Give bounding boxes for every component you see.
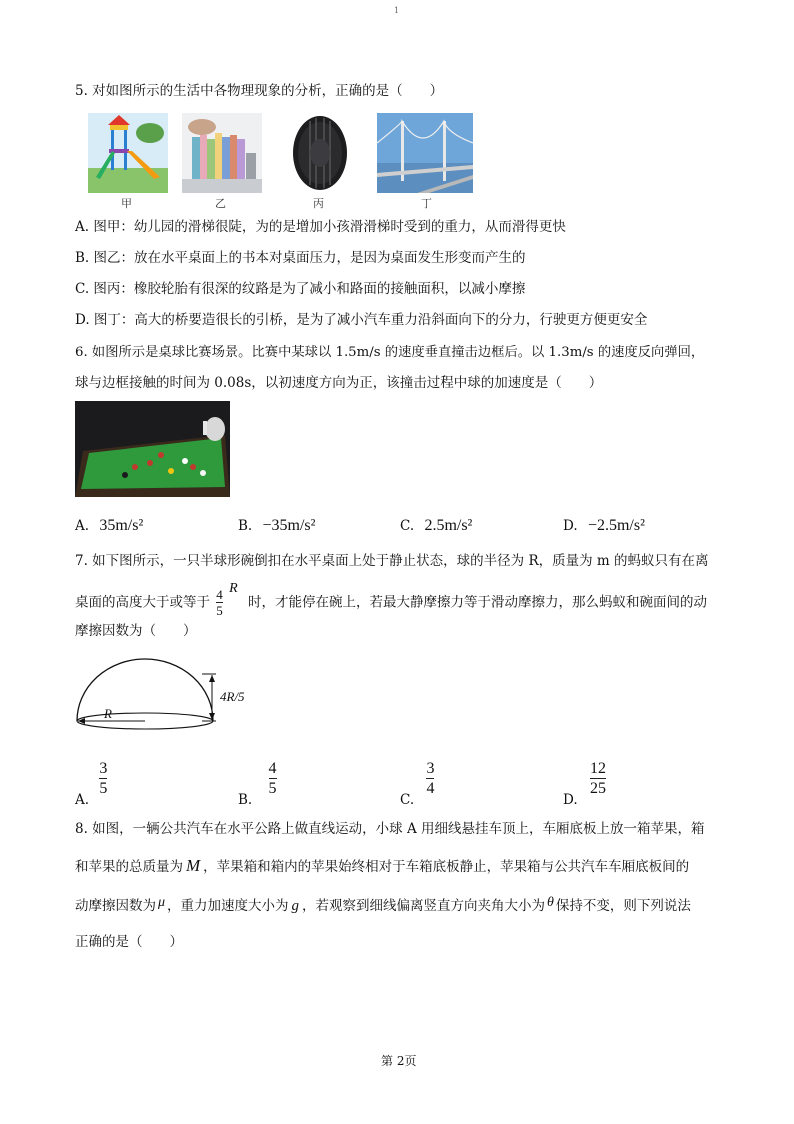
q7-option-d bbox=[563, 760, 606, 808]
q5-option-c: C. 图丙：橡胶轮胎有很深的纹路是为了减小和路面的接触面积，以减小摩擦 bbox=[75, 281, 526, 297]
q8-line3-a: 动摩擦因数为 bbox=[75, 898, 156, 914]
hemisphere-height-label: 4R/5 bbox=[220, 689, 245, 704]
q7-option-b-den: 5 bbox=[268, 780, 277, 797]
q8-line3-d: 保持不变，则下列说法 bbox=[555, 898, 691, 914]
q5-stem: 5. 对如图所示的生活中各物理现象的分析，正确的是（ ） bbox=[75, 83, 444, 99]
q8-symbol-g: g bbox=[291, 898, 300, 914]
q7-stem-line1: 7. 如下图所示，一只半球形碗倒扣在水平桌面上处于静止状态，球的半径为 R，质量为 m 的蚂蚁只有在离 bbox=[75, 553, 709, 569]
q7-option-b-letter: B. bbox=[238, 792, 253, 808]
tire-image bbox=[280, 113, 360, 193]
q7-option-c-letter: C. bbox=[400, 792, 415, 808]
q7-option-b bbox=[238, 760, 277, 808]
q8-symbol-theta: θ bbox=[547, 895, 554, 910]
billiards-image bbox=[75, 401, 230, 497]
caption-ding: 丁 bbox=[421, 197, 432, 210]
q7-fraction-var: R bbox=[229, 581, 238, 596]
q6-option-c bbox=[400, 517, 472, 535]
q6-option-a-letter: A. bbox=[75, 518, 90, 534]
q7-option-a-letter: A. bbox=[75, 792, 90, 808]
q8-line1: 8. 如图，一辆公共汽车在水平公路上做直线运动，小球 A 用细线悬挂车顶上，车厢底板上放一箱苹果，箱 bbox=[75, 821, 705, 837]
q6-stem-line2: 球与边框接触的时间为 0.08s，以初速度方向为正，该撞击过程中球的加速度是（ ） bbox=[75, 375, 603, 391]
q6-option-c-letter: C. bbox=[400, 518, 415, 534]
q6-option-d-value: −2.5m/s² bbox=[587, 517, 645, 534]
q6-option-d bbox=[563, 517, 645, 535]
q8-line3 bbox=[75, 894, 691, 915]
q7-option-c bbox=[400, 760, 434, 808]
hemisphere-diagram bbox=[72, 655, 262, 737]
q7-option-a-frac bbox=[99, 760, 107, 797]
q7-option-b-frac bbox=[269, 760, 277, 797]
caption-jia: 甲 bbox=[121, 197, 132, 210]
q7-stem-line3: 摩擦因数为（ ） bbox=[75, 623, 197, 639]
header-mark: 1 bbox=[394, 6, 400, 15]
q7-fraction-num: 4 bbox=[216, 587, 223, 602]
q7-stem-line2-pre: 桌面的高度大于或等于 bbox=[75, 594, 210, 611]
q7-option-c-num: 3 bbox=[426, 760, 435, 777]
q8-line2-pre: 和苹果的总质量为 bbox=[75, 859, 183, 875]
bridge-image bbox=[377, 113, 473, 193]
q8-line3-c: ，若观察到细线偏离竖直方向夹角大小为 bbox=[302, 898, 546, 914]
q7-option-c-den: 4 bbox=[426, 780, 435, 797]
q7-option-d-den: 25 bbox=[589, 780, 606, 797]
q8-line3-b: ，重力加速度大小为 bbox=[167, 898, 289, 914]
q7-stem-line2 bbox=[75, 580, 707, 617]
q8-line2 bbox=[75, 855, 689, 876]
q7-option-d-num: 12 bbox=[589, 760, 606, 777]
q6-option-a-value: 35m/s² bbox=[99, 517, 144, 534]
q8-line4: 正确的是（ ） bbox=[75, 934, 183, 950]
q6-option-b-letter: B. bbox=[238, 518, 253, 534]
hemisphere-radius-label: R bbox=[104, 706, 112, 721]
q6-stem-line1: 6. 如图所示是桌球比赛场景。比赛中某球以 1.5m/s 的速度垂直撞击边框后。以 1.3m/s 的速度反向弹回， bbox=[75, 345, 705, 360]
q7-option-d-frac bbox=[590, 760, 606, 797]
q7-option-a bbox=[75, 760, 107, 808]
q7-option-b-num: 4 bbox=[268, 760, 277, 777]
q7-fraction-den: 5 bbox=[216, 603, 223, 618]
q8-line2-post: ，苹果箱和箱内的苹果始终相对于车箱底板静止，苹果箱与公共汽车车厢底板间的 bbox=[203, 859, 690, 875]
q8-symbol-mu: μ bbox=[158, 895, 166, 910]
q7-stem-line2-post: 时，才能停在碗上，若最大静摩擦力等于滑动摩擦力，那么蚂蚁和碗面间的动 bbox=[247, 594, 707, 611]
q5-option-b: B. 图乙：放在水平桌面上的书本对桌面压力，是因为桌面发生形变而产生的 bbox=[75, 250, 526, 266]
q6-option-a bbox=[75, 517, 143, 535]
q7-option-c-frac bbox=[426, 760, 434, 797]
caption-bing: 丙 bbox=[313, 197, 324, 210]
q5-option-a: A. 图甲：幼儿园的滑梯很陡，为的是增加小孩滑滑梯时受到的重力，从而滑得更快 bbox=[75, 219, 566, 235]
q8-symbol-m: M bbox=[186, 856, 201, 875]
q6-option-b-value: −35m/s² bbox=[262, 517, 316, 534]
q7-fraction bbox=[216, 588, 223, 617]
caption-yi: 乙 bbox=[215, 197, 226, 210]
q7-option-d-letter: D. bbox=[563, 792, 578, 808]
slide-image bbox=[88, 113, 168, 193]
q5-option-d: D. 图丁：高大的桥要造很长的引桥，是为了减小汽车重力沿斜面向下的分力，行驶更方便更安全 bbox=[75, 312, 648, 328]
q6-option-d-letter: D. bbox=[563, 518, 578, 534]
q6-option-c-value: 2.5m/s² bbox=[424, 517, 473, 534]
books-image bbox=[182, 113, 262, 193]
page-number: 第 2页 bbox=[381, 1054, 417, 1068]
q6-option-b bbox=[238, 517, 315, 535]
q7-option-a-den: 5 bbox=[99, 780, 108, 797]
q7-option-a-num: 3 bbox=[99, 760, 108, 777]
